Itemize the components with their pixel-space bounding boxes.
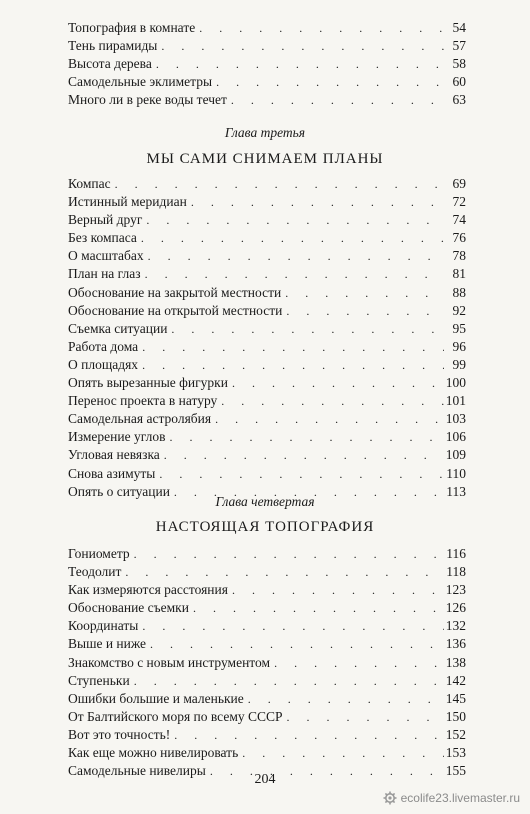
toc-entry-page: 60 [452,74,466,90]
toc-entry-title: Измерение углов [68,429,166,445]
toc-entry-page: 57 [452,38,466,54]
dot-leader [228,374,444,392]
toc-entry-title: Обоснование съемки [68,600,189,616]
dot-leader [167,320,444,338]
dot-leader [152,55,444,73]
toc-entry [68,617,466,635]
dot-leader [281,284,444,302]
toc-entry-page: 150 [445,708,466,724]
toc-entry-page: 69 [452,176,466,191]
toc-entry-page: 123 [445,582,466,598]
toc-entry-title: Тень пирамиды [68,38,158,54]
toc-entry-page: 96 [452,338,466,354]
gear-icon [383,791,397,805]
toc-chapter-3 [68,175,466,501]
toc-entry [68,175,466,193]
toc-entry-title: Снова азимуты [68,465,156,481]
toc-entry-title: Опять о ситуации [68,483,170,499]
toc-entry-title: Как измеряются расстояния [68,582,228,598]
toc-entry-title: Перенос проекта в натуру [68,393,218,409]
toc-entry-page: 72 [452,194,466,210]
toc-entry [68,73,466,91]
toc-entry-title: Обоснование на открытой местности [68,302,283,318]
toc-entry [68,229,466,247]
dot-leader [157,37,444,55]
toc-entry-title: Много ли в реке воды течет [68,92,227,108]
dot-leader [270,654,444,672]
toc-entry [68,247,466,265]
dot-leader [228,581,444,599]
toc-entry [68,654,466,672]
toc-entry-title: Топография в комнате [68,20,196,35]
toc-entry-title: Теодолит [68,564,122,580]
toc-entry [68,599,466,617]
toc-entry [68,265,466,283]
toc-entry-title: Самодельная астролябия [68,411,212,427]
toc-entry [68,211,466,229]
toc-entry-title: Угловая невязка [68,447,160,463]
toc-entry-page: 118 [446,564,466,580]
toc-entry-page: 145 [445,690,466,706]
toc-entry-page: 58 [452,56,466,72]
dot-leader [130,545,444,563]
toc-entry-title: Ошибки большие и маленькие [68,690,244,706]
dot-leader [282,302,444,320]
toc-entry-title: Самодельные эклиметры [68,74,213,90]
dot-leader [142,211,444,229]
chapter-3-title: МЫ САМИ СНИМАЕМ ПЛАНЫ [146,151,384,167]
toc-entry-title: Знакомство с новым инструментом [68,654,271,670]
toc-entry-page: 95 [452,320,466,336]
toc-entry-page: 106 [445,429,466,445]
toc-entry-page: 81 [452,266,466,282]
dot-leader [137,229,444,247]
toc-entry [68,446,466,464]
toc-entry-page: 88 [452,284,466,300]
watermark [383,791,520,805]
toc-entry [68,91,466,109]
dot-leader [121,563,444,581]
toc-entry-title: От Балтийского моря по всему СССР [68,708,283,724]
toc-entry-page: 92 [452,302,466,318]
toc-entry-title: План на глаз [68,266,141,282]
dot-leader [189,599,444,617]
toc-entry-page: 126 [445,600,466,616]
toc-entry-page: 142 [445,672,466,688]
dot-leader [195,19,444,37]
toc-entry-title: Съемка ситуации [68,320,168,336]
chapter-4-label: Глава четвертая [215,494,315,509]
toc-entry-page: 103 [445,411,466,427]
toc-entry-title: Компас [68,176,111,191]
toc-entry [68,690,466,708]
dot-leader [165,428,444,446]
toc-entry-page: 136 [445,636,466,652]
toc-entry-title: Верный друг [68,212,143,228]
dot-leader [187,193,444,211]
dot-leader [155,465,444,483]
toc-entry [68,726,466,744]
toc-entry-title: О масштабах [68,248,144,264]
dot-leader [144,247,444,265]
dot-leader [138,617,444,635]
toc-entry-title: О площадях [68,356,139,372]
toc-section-1 [68,19,466,109]
dot-leader [227,91,444,109]
dot-leader [130,672,444,690]
toc-entry [68,563,466,581]
dot-leader [238,744,444,762]
toc-entry-page: 76 [452,230,466,246]
toc-entry [68,635,466,653]
toc-entry-title: Выше и ниже [68,636,147,652]
toc-entry-page: 99 [452,356,466,372]
toc-entry-page: 132 [445,618,466,634]
toc-entry-title: Высота дерева [68,56,152,72]
dot-leader [138,338,444,356]
toc-entry [68,465,466,483]
dot-leader [283,708,444,726]
chapter-4-title: НАСТОЯЩАЯ ТОПОГРАФИЯ [155,519,375,535]
dot-leader [211,410,444,428]
toc-entry [68,708,466,726]
chapter-3-label: Глава третья [224,125,306,140]
toc-entry-page: 138 [445,654,466,670]
dot-leader [146,635,444,653]
toc-entry-title: Гониометр [68,546,130,561]
toc-entry [68,356,466,374]
toc-entry-page: 116 [446,546,466,561]
toc-entry-page: 101 [445,393,466,409]
watermark-text: ecolife23.livemaster.ru [400,791,520,805]
toc-entry [68,37,466,55]
dot-leader [111,175,444,193]
dot-leader [217,392,444,410]
toc-entry-page: 100 [445,375,466,391]
toc-entry-title: Обоснование на закрытой местности [68,284,282,300]
toc-entry-page: 54 [452,20,466,35]
toc-entry-page: 78 [452,248,466,264]
toc-entry-page: 63 [452,92,466,108]
toc-entry [68,672,466,690]
toc-entry-page: 109 [445,447,466,463]
toc-entry [68,193,466,211]
toc-entry-title: Самодельные нивелиры [68,763,206,779]
toc-entry-title: Без компаса [68,230,137,246]
dot-leader [138,356,444,374]
toc-entry-page: 74 [452,212,466,228]
toc-entry [68,302,466,320]
toc-entry [68,338,466,356]
toc-entry [68,320,466,338]
dot-leader [212,73,444,91]
toc-entry-page: 110 [446,465,466,481]
dot-leader [141,265,444,283]
toc-entry [68,55,466,73]
toc-entry [68,545,466,563]
toc-entry [68,744,466,762]
toc-entry [68,428,466,446]
toc-entry [68,284,466,302]
toc-entry [68,581,466,599]
toc-entry [68,374,466,392]
toc-entry-title: Координаты [68,618,139,634]
toc-entry [68,392,466,410]
toc-entry-page: 152 [445,726,466,742]
toc-entry-title: Ступеньки [68,672,130,688]
toc-chapter-4 [68,545,466,780]
toc-entry [68,410,466,428]
toc-entry-page: 113 [446,483,466,499]
dot-leader [244,690,444,708]
dot-leader [170,726,444,744]
toc-entry-title: Работа дома [68,338,139,354]
toc-entry-title: Опять вырезанные фигурки [68,375,228,391]
toc-entry-page: 155 [445,763,466,779]
toc-entry-title: Истинный меридиан [68,194,187,210]
toc-entry-page: 153 [445,745,466,761]
toc-entry-title: Как еще можно нивелировать [68,745,239,761]
dot-leader [160,446,444,464]
toc-entry-title: Вот это точность! [68,726,171,742]
page-number: 204 [254,772,276,787]
toc-entry [68,19,466,37]
